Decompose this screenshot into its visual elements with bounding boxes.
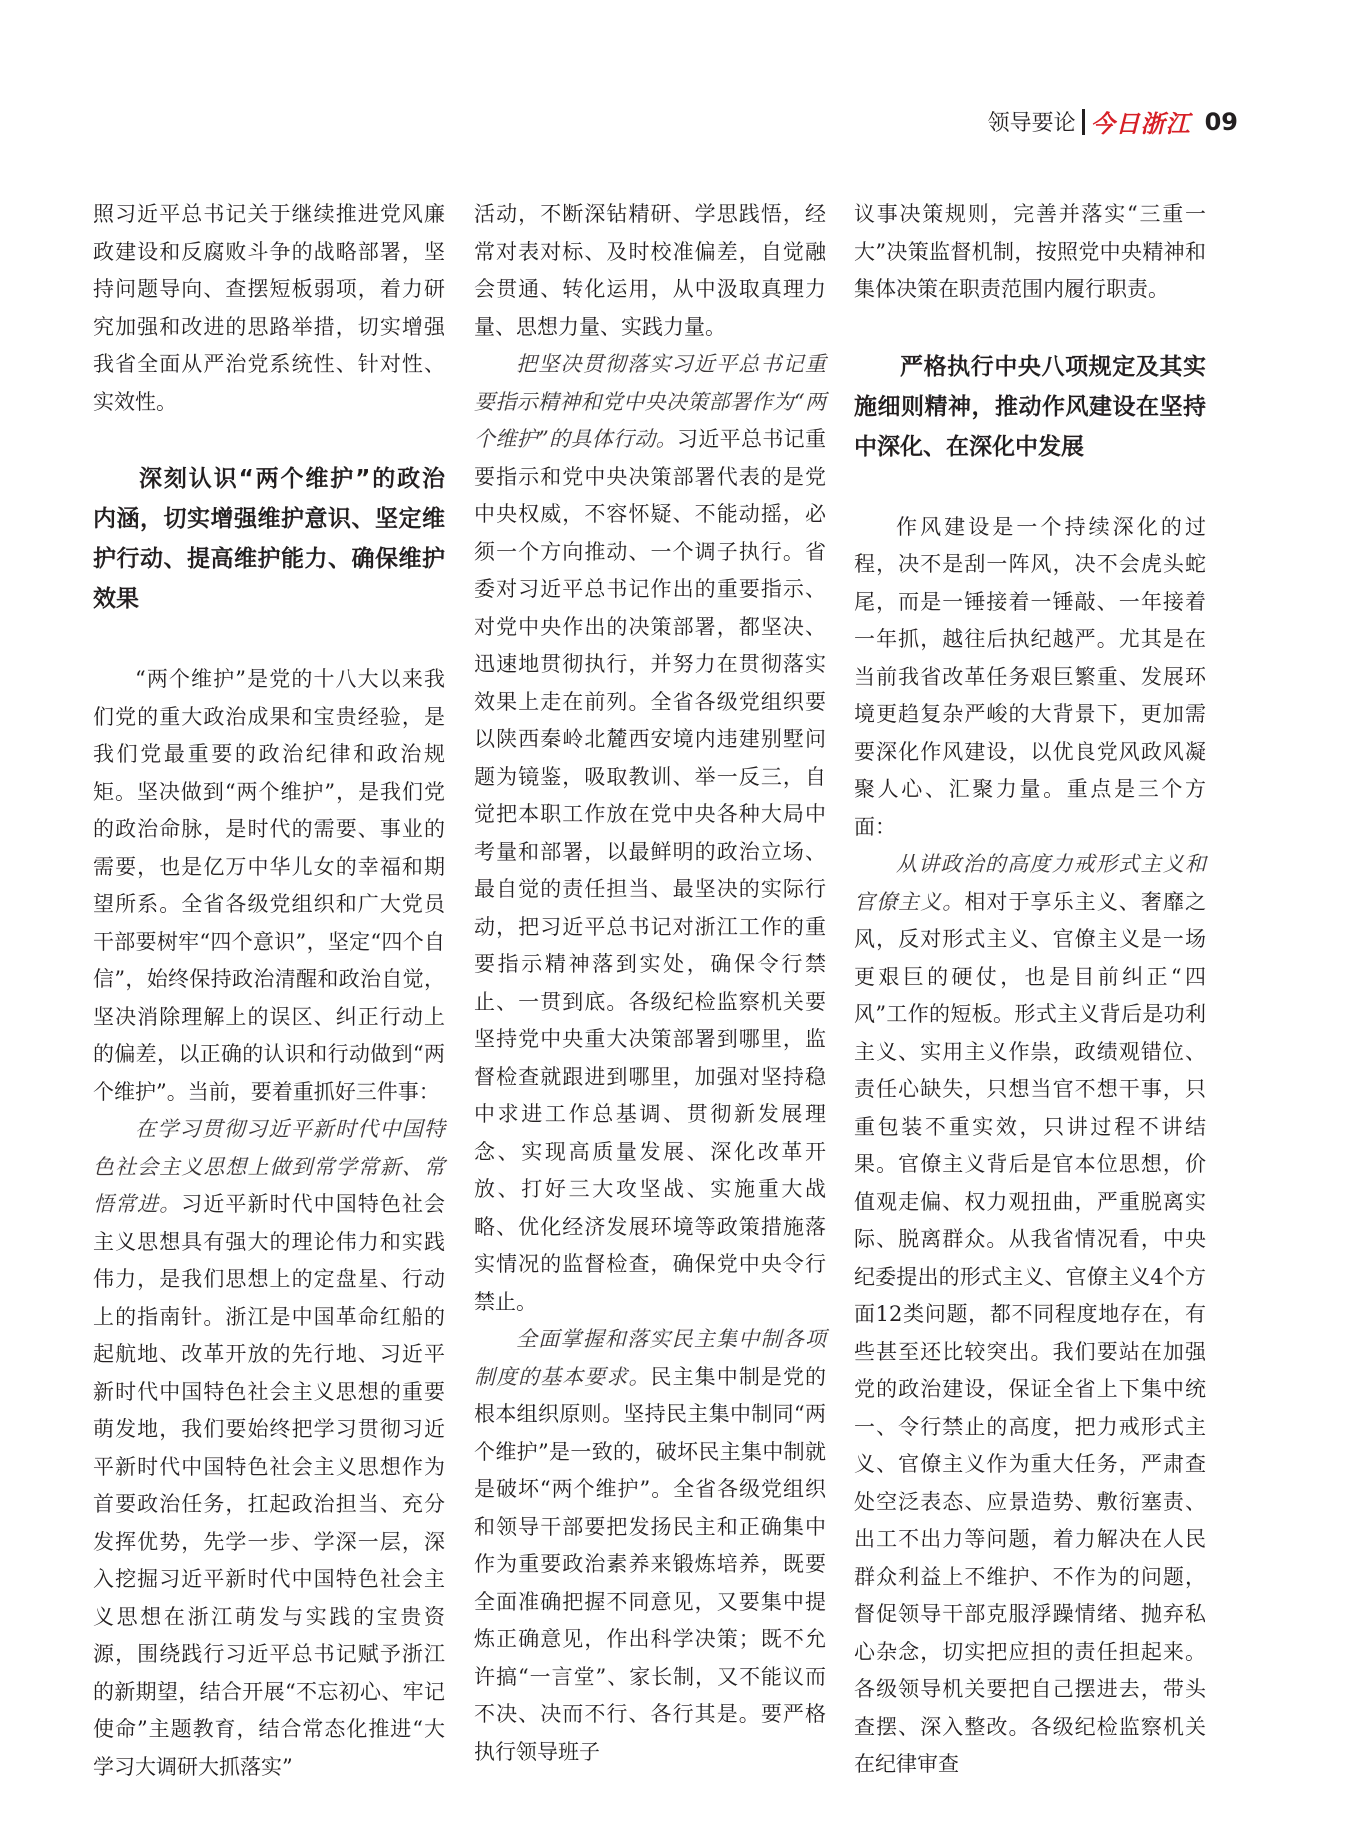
column-3 [854,196,1206,1784]
paragraph [854,846,1206,1784]
paragraph-body: 习近平新时代中国特色社会主义思想具有强大的理论伟力和实践伟力，是我们思想上的定盘星、行动上的指南针。浙江是中国革命红船的起航地、改革开放的先行地、习近平新时代中国特色社会主义思想的重要萌发地，我们要始终把学习贯彻习近平新时代中国特色社会主义思想作为首要政治任务，扛起政治担当、充分发挥优势，先学一步、学深一层，深入挖掘习近平新时代中国特色社会主义思想在浙江萌发与实践的宝贵资源，围绕践行习近平总书记赋予浙江的新期望，结合开展“不忘初心、牢记使命”主题教育，结合常态化推进“大学习大调研大抓落实” [93,1192,446,1779]
paragraph-body: 民主集中制是党的根本组织原则。坚持民主集中制同“两个维护”是一致的，破坏民主集中制就是破坏“两个维护”。全省各级党组织和领导干部要把发扬民主和正确集中作为重要政治素养来锻炼培养，既要全面准确把握不同意见，又要集中提炼正确意见，作出科学决策；既不允许搞“一言堂”、家长制，又不能议而不决、决而不行、各行其是。要严格执行领导班子 [474,1364,827,1764]
header-divider [1082,109,1085,135]
section-heading: 严格执行中央八项规定及其实施细则精神，推动作风建设在坚持中深化、在深化中发展 [854,353,1206,460]
paragraph: 活动，不断深钻精研、学思践悟，经常对表对标、及时校准偏差，自觉融会贯通、转化运用，从中汲取真理力量、思想力量、实践力量。 [474,202,826,339]
page-number: 09 [1204,107,1238,136]
page-header [988,104,1238,139]
paragraph-body: 习近平总书记重要指示和党中央决策部署代表的是党中央权威，不容怀疑、不能动摇，必须一个方向推动、一个调子执行。省委对习近平总书记作出的重要指示、对党中央作出的决策部署，都坚决、迅速地贯彻执行，并努力在贯彻落实效果上走在前列。全省各级党组织要以陕西秦岭北麓西安境内违建别墅问题为镜鉴，吸取教训、举一反三，自觉把本职工作放在党中央各种大局中考量和部署，以最鲜明的政治立场、最自觉的责任担当、最坚决的实际行动，把习近平总书记对浙江工作的重要指示精神落到实处，确保令行禁止、一贯到底。各级纪检监察机关要坚持党中央重大决策部署到哪里，监督检查就跟进到哪里，加强对坚持稳中求进工作总基调、贯彻新发展理念、实现高质量发展、深化改革开放、打好三大攻坚战、实施重大战略、优化经济发展环境等政策措施落实情况的监督检查，确保党中央令行禁止。 [474,427,826,1314]
paragraph: 议事决策规则，完善并落实“三重一大”决策监督机制，按照党中央精神和集体决策在职责范围内履行职责。 [854,202,1206,301]
column-2 [474,196,826,1771]
section-heading: 深刻认识“两个维护”的政治内涵，切实增强维护意识、坚定维护行动、提高维护能力、确保维护效果 [93,466,445,612]
lead-sentence: 全面掌握和落实民主集中制各项制度的基本要求。 [474,1327,826,1389]
paragraph: 作风建设是一个持续深化的过程，决不是刮一阵风，决不会虎头蛇尾，而是一锤接着一锤敲、一年接着一年抓，越往后执纪越严。尤其是在当前我省改革任务艰巨繁重、发展环境更趋复杂严峻的大背景下，更加需要深化作风建设，以优良党风政风凝聚人心、汇聚力量。重点是三个方面： [854,514,1206,839]
paragraph [93,1111,445,1786]
lead-sentence: 把坚决贯彻落实习近平总书记重要指示精神和党中央决策部署作为“两个维护”的具体行动。 [474,352,826,451]
paragraph: “两个维护”是党的十八大以来我们党的重大政治成果和宝贵经验，是我们党最重要的政治纪律和政治规矩。坚决做到“两个维护”，是我们党的政治命脉，是时代的需要、事业的需要，也是亿万中华儿女的幸福和期望所系。全省各级党组织和广大党员干部要树牢“四个意识”，坚定“四个自信”，始终保持政治清醒和政治自觉，坚决消除理解上的误区、纠正行动上的偏差，以正确的认识和行动做到“两个维护”。当前，要着重抓好三件事： [93,667,445,1104]
lead-sentence: 从讲政治的高度力戒形式主义和官僚主义。 [854,852,1206,914]
section-title: 领导要论 [987,111,1076,136]
paragraph: 照习近平总书记关于继续推进党风廉政建设和反腐败斗争的战略部署，坚持问题导向、查摆短板弱项，着力研究加强和改进的思路举措，切实增强我省全面从严治党系统性、针对性、实效性。 [93,202,445,414]
column-1 [93,196,445,1786]
paragraph [474,1321,826,1771]
paragraph-body: 相对于享乐主义、奢靡之风，反对形式主义、官僚主义是一场更艰巨的硬仗，也是目前纠正“四风”工作的短板。形式主义背后是功利主义、实用主义作祟，政绩观错位、责任心缺失，只想当官不想干事，只重包装不重实效，只讲过程不讲结果。官僚主义背后是官本位思想，价值观走偏、权力观扭曲，严重脱离实际、脱离群众。从我省情况看，中央纪委提出的形式主义、官僚主义4个方面12类问题，都不同程度地存在，有些甚至还比较突出。我们要站在加强党的政治建设，保证全省上下集中统一、令行禁止的高度，把力戒形式主义、官僚主义作为重大任务，严肃查处空泛表态、应景造势、敷衍塞责、出工不出力等问题，着力解决在人民群众利益上不维护、不作为的问题，督促领导干部克服浮躁情绪、抛弃私心杂念，切实把应担的责任担起来。各级领导机关要把自己摆进去，带头查摆、深入整改。各级纪检监察机关在纪律审查 [854,889,1207,1776]
lead-sentence: 在学习贯彻习近平新时代中国特色社会主义思想上做到常学常新、常悟常进。 [93,1117,445,1216]
paragraph [474,346,826,1321]
brand-logo: 今日浙江 [1090,110,1191,138]
